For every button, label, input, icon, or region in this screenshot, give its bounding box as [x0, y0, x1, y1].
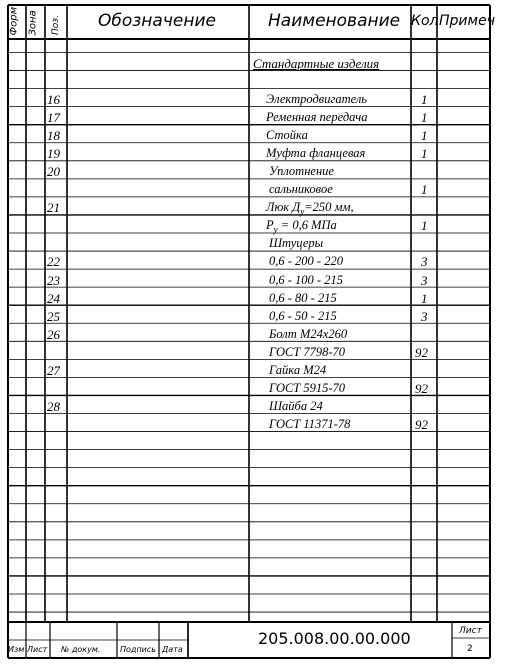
- row-qty: 92: [415, 344, 428, 360]
- row-name: [266, 218, 337, 235]
- row-pos: 16: [47, 92, 60, 107]
- row-qty: 1: [421, 110, 428, 126]
- row-name: Электродвигатель: [266, 92, 367, 106]
- row-qty: 1: [421, 128, 428, 144]
- row-name: Ременная передача: [266, 110, 368, 125]
- row-pos: 17: [47, 110, 60, 126]
- header-zone: Зона: [27, 10, 39, 36]
- row-name-rest: =250 мм,: [304, 200, 354, 215]
- row-name: 0,6 - 80 - 215: [269, 290, 337, 305]
- row-pos: 18: [47, 128, 60, 144]
- tb-date: Дата: [162, 645, 183, 654]
- row-name: Штуцеры: [269, 236, 324, 251]
- row-qty: 1: [421, 290, 428, 306]
- tb-sign: Подпись: [120, 645, 156, 654]
- row-qty: 1: [421, 182, 428, 198]
- header-note: Примеч: [439, 13, 495, 29]
- row-name-main: P: [266, 218, 274, 233]
- row-name: Шайба 24: [269, 398, 323, 413]
- header-form: Форм.: [8, 3, 20, 36]
- row-pos: 21: [47, 200, 60, 216]
- row-qty: 1: [421, 218, 428, 234]
- row-name: ГОСТ 11371-78: [269, 416, 351, 431]
- row-pos: 20: [47, 164, 60, 180]
- row-name: ГОСТ 5915-70: [269, 380, 346, 395]
- row-name-main: Люк Д: [266, 200, 301, 215]
- row-qty: 3: [421, 254, 428, 270]
- header-qty: Кол: [411, 13, 439, 29]
- row-qty: 92: [415, 380, 428, 396]
- header-name: Наименование: [268, 11, 401, 31]
- row-pos: 24: [47, 290, 60, 306]
- row-name: Гайка М24: [269, 362, 327, 377]
- row-name: Стойка: [266, 128, 308, 143]
- row-pos: 22: [47, 254, 60, 270]
- row-qty: 3: [421, 272, 428, 288]
- section-title: Стандартные изделия: [253, 56, 380, 71]
- row-name: 0,6 - 200 - 220: [269, 254, 343, 269]
- row-name: [266, 200, 354, 217]
- header-pos: Поз.: [51, 15, 61, 35]
- row-name: Муфта фланцевая: [266, 146, 366, 161]
- row-pos: 19: [47, 146, 60, 162]
- row-pos: 23: [47, 272, 60, 288]
- row-name: 0,6 - 50 - 215: [269, 308, 337, 323]
- row-pos: 28: [47, 398, 60, 414]
- row-qty: 1: [421, 146, 428, 162]
- row-qty: 1: [421, 92, 428, 107]
- row-name: Болт М24х260: [269, 326, 348, 341]
- row-name: 0,6 - 100 - 215: [269, 272, 343, 287]
- row-name-subscript: у: [273, 224, 278, 235]
- tb-designation: 205.008.00.00.000: [258, 629, 411, 648]
- row-qty: 3: [421, 308, 428, 324]
- tb-sheet-label: Лист: [459, 626, 482, 636]
- tb-sheet-no: 2: [467, 644, 473, 654]
- row-name: Уплотнение: [269, 164, 334, 179]
- header-designation: Обозначение: [98, 11, 216, 31]
- row-qty: 92: [415, 416, 428, 432]
- row-pos: 27: [47, 362, 60, 378]
- tb-doc-no: № докум.: [61, 645, 101, 654]
- row-name: сальниковое: [269, 182, 333, 197]
- row-pos: 25: [47, 308, 60, 324]
- row-name: ГОСТ 7798-70: [269, 344, 346, 359]
- tb-izm: Изм: [8, 645, 25, 654]
- row-name-rest: = 0,6 МПа: [277, 218, 337, 233]
- tb-list: Лист: [27, 645, 48, 654]
- row-name-subscript: у: [300, 206, 305, 217]
- row-pos: 26: [47, 326, 60, 342]
